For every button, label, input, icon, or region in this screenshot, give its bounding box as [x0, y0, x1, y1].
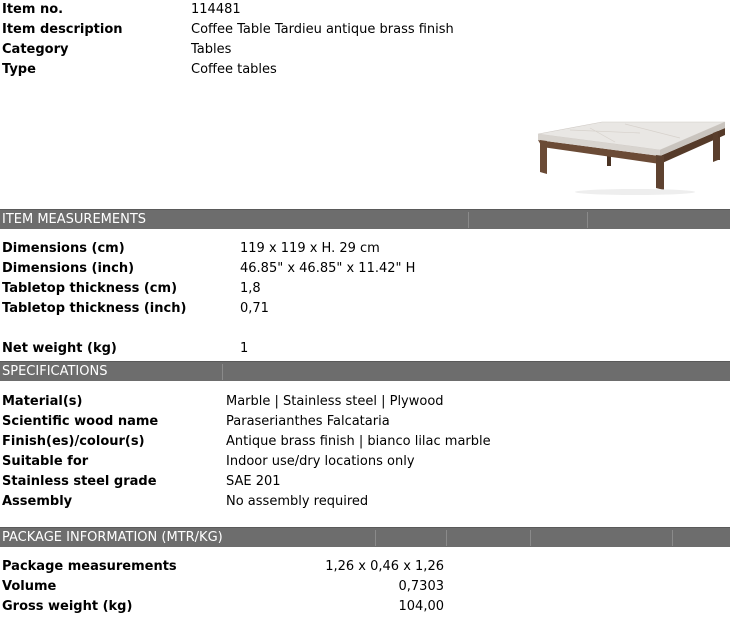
- item-measurements-title: ITEM MEASUREMENTS: [2, 212, 147, 227]
- dimensions-inch-label: Dimensions (inch): [2, 261, 135, 276]
- header-divider: [222, 364, 223, 380]
- type-value: Coffee tables: [191, 62, 277, 77]
- header-divider: [468, 212, 469, 228]
- tabletop-thickness-cm-label: Tabletop thickness (cm): [2, 281, 178, 296]
- volume-row: [0, 577, 730, 597]
- type-label: Type: [2, 62, 36, 77]
- materials-label: Material(s): [2, 394, 83, 409]
- finish-colour-value: Antique brass finish | bianco lilac marble: [226, 434, 491, 449]
- package-measurements-row: [0, 557, 730, 577]
- dimensions-cm-value: 119 x 119 x H. 29 cm: [240, 241, 380, 256]
- scientific-wood-name-value: Paraserianthes Falcataria: [226, 414, 390, 429]
- gross-weight-value: 104,00: [398, 599, 444, 614]
- finish-colour-label: Finish(es)/colour(s): [2, 434, 145, 449]
- tabletop-thickness-inch-label: Tabletop thickness (inch): [2, 301, 187, 316]
- package-information-header: [0, 527, 730, 547]
- item-no-label: Item no.: [2, 2, 64, 17]
- stainless-steel-grade-value: SAE 201: [226, 474, 281, 489]
- assembly-label: Assembly: [2, 494, 73, 509]
- header-divider: [530, 530, 531, 546]
- header-divider: [672, 530, 673, 546]
- suitable-for-value: Indoor use/dry locations only: [226, 454, 415, 469]
- specifications-header: [0, 361, 730, 381]
- materials-value: Marble | Stainless steel | Plywood: [226, 394, 444, 409]
- category-value: Tables: [191, 42, 232, 57]
- header-divider: [375, 530, 376, 546]
- tabletop-thickness-cm-value: 1,8: [240, 281, 261, 296]
- header-divider: [446, 530, 447, 546]
- specifications-title: SPECIFICATIONS: [2, 364, 108, 379]
- volume-label: Volume: [2, 579, 57, 594]
- gross-weight-row: [0, 597, 730, 617]
- item-no-value: 114481: [191, 2, 241, 17]
- item-measurements-header: [0, 209, 730, 229]
- volume-value: 0,7303: [398, 579, 444, 594]
- package-measurements-value: 1,26 x 0,46 x 1,26: [325, 559, 444, 574]
- net-weight-value: 1: [240, 341, 249, 356]
- package-measurements-label: Package measurements: [2, 559, 177, 574]
- header-divider: [587, 212, 588, 228]
- net-weight-label: Net weight (kg): [2, 341, 117, 356]
- suitable-for-label: Suitable for: [2, 454, 89, 469]
- tabletop-thickness-inch-value: 0,71: [240, 301, 269, 316]
- scientific-wood-name-label: Scientific wood name: [2, 414, 159, 429]
- category-label: Category: [2, 42, 69, 57]
- item-description-value: Coffee Table Tardieu antique brass finish: [191, 22, 454, 37]
- dimensions-inch-value: 46.85" x 46.85" x 11.42" H: [240, 261, 416, 276]
- assembly-value: No assembly required: [226, 494, 369, 509]
- item-description-label: Item description: [2, 22, 123, 37]
- gross-weight-label: Gross weight (kg): [2, 599, 133, 614]
- package-information-title: PACKAGE INFORMATION (MTR/KG): [2, 530, 223, 545]
- coffee-table-product-image: [530, 102, 730, 197]
- stainless-steel-grade-label: Stainless steel grade: [2, 474, 157, 489]
- dimensions-cm-label: Dimensions (cm): [2, 241, 125, 256]
